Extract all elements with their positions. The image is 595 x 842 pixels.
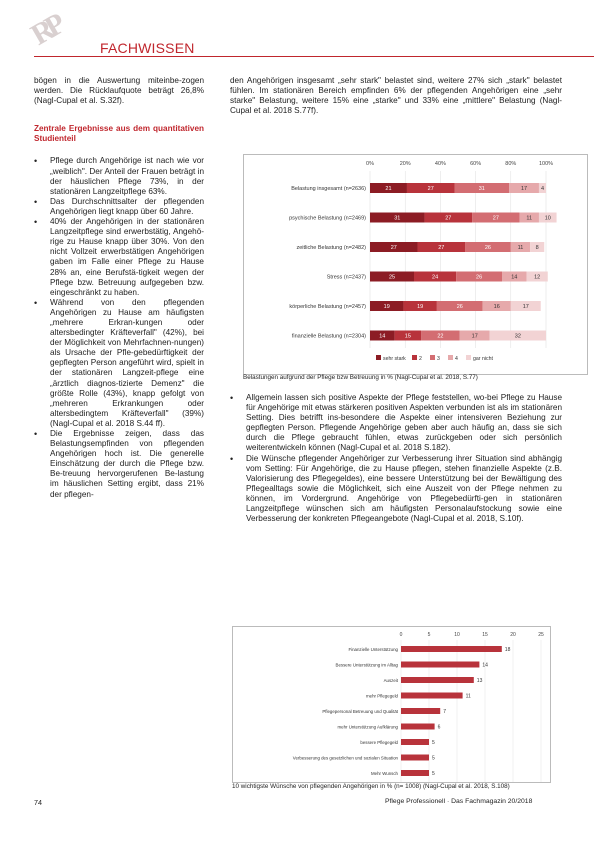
category-label: bessere Pflegegeld	[360, 740, 398, 745]
data-label: 11	[526, 215, 533, 222]
data-label: 5	[432, 755, 435, 762]
legend-swatch	[448, 355, 453, 360]
bar	[401, 646, 502, 652]
left-intro: bögen in die Auswertung miteinbe-zogen werden. Die Rücklaufquote beträgt 26,8% (Nagl-Cupal et al. S.32f).	[34, 76, 204, 106]
data-label: 17	[522, 304, 529, 310]
axis-tick-label: 25	[538, 632, 544, 638]
axis-tick-label: 10	[454, 632, 460, 638]
left-column	[34, 76, 204, 500]
list-item: • Das Durchschnittsalter der pflegenden Angehörigen liegt knapp über 60 Jahre.	[34, 197, 204, 217]
axis-tick-label: 40%	[434, 161, 446, 167]
data-label: 12	[534, 274, 541, 281]
data-label: 7	[443, 709, 446, 715]
data-label: 27	[390, 245, 397, 251]
bar	[401, 739, 429, 745]
data-label: 27	[445, 215, 452, 222]
axis-tick-label: 20%	[399, 161, 411, 167]
bar	[401, 662, 479, 668]
bar	[401, 770, 429, 776]
data-label: 31	[478, 186, 485, 192]
category-label: Mehr Wunsch	[370, 771, 398, 776]
data-label: 14	[482, 662, 488, 669]
data-label: 5	[432, 740, 435, 746]
data-label: 26	[476, 274, 483, 281]
list-item: • Die Wünsche pflegender Angehöriger zur Verbesserung ihrer Situation sind abhängig vom Setting: Für Angehörige, die zu Hause pflegen, stehen finanzielle Aspekte (z.B. Valorisierung des Pflegegeldes), eine bessere Unterstützung bei der Bewältigung des Pflegealltags sowie die Möglichkeit, sich eine Auszeit von der Pflege nehmen zu können, im Vordergrund. Angehörige von Pflegebedürfti-gen in stationären Langzeitpflege wünschen sich am häufigsten Personalaufstockung sowie eine Verbesserung der konkreten Pflegeangebote (Nagl-Cupal et al. 2018, S.10f).	[230, 454, 562, 525]
wishes-chart	[232, 626, 551, 783]
legend-label: gar nicht	[473, 356, 493, 362]
data-label: 27	[492, 215, 499, 222]
legend-swatch	[430, 355, 435, 360]
right-intro: den Angehörigen insgesamt „sehr stark" belastet sind, weitere 27% sich „stark" belastet fühlen. Im stationären Bereich empfinden 6% der pflegenden Angehörigen eine „sehr starke" Belastung, weitere 15% eine „starke" und 33% eine „mittlere" Belastung (Nagl-Cupal et al. 2018 S.77f).	[230, 76, 562, 116]
page-number: 74	[34, 798, 42, 807]
header-divider	[34, 56, 594, 57]
burden-chart-svg	[244, 155, 587, 374]
legend-label: sehr stark	[383, 356, 406, 362]
list-item: • Pflege durch Angehörige ist nach wie vor „weiblich". Der Anteil der Frauen beträgt in der häuslichen Pflege 73%, in der stationären Langzeitpflege 63%.	[34, 156, 204, 196]
data-label: 19	[417, 304, 424, 310]
data-label: 25	[388, 274, 396, 281]
category-label: Pflegepersonal Betreuung und Qualität	[322, 709, 398, 714]
right-column-bullets	[230, 393, 562, 524]
right-bullet-list	[230, 393, 562, 524]
data-label: 5	[432, 771, 435, 777]
axis-tick-label: 80%	[505, 161, 517, 167]
axis-tick-label: 60%	[470, 161, 482, 167]
category-label: Bessere Unterstützung im Alltag	[335, 662, 398, 668]
axis-tick-label: 100%	[538, 161, 554, 167]
bar	[401, 755, 429, 761]
legend-label: 4	[455, 356, 458, 362]
data-label: 31	[394, 215, 401, 222]
data-label: 17	[520, 186, 528, 192]
data-label: 26	[484, 245, 491, 251]
category-label: finanzielle Belastung (n=2304)	[291, 333, 366, 340]
left-bullet-list	[34, 156, 204, 499]
data-label: 4	[540, 186, 545, 192]
data-label: 11	[517, 245, 524, 251]
burden-chart	[243, 154, 588, 375]
wishes-chart-caption: 10 wichtigste Wünsche von pflegenden Angehörigen in % (n= 1008) (Nagl-Cupal et al. 2018, S.108)	[232, 783, 510, 790]
data-label: 11	[465, 693, 471, 700]
category-label: Auszeit	[383, 678, 398, 683]
list-item: • Allgemein lassen sich positive Aspekte der Pflege feststellen, wo-bei Pflege zu Hause für Angehörige mit etwas stärkeren positiven Aspekten verbunden ist als im stationären Setting. Dies betrifft ins-besondere die Aspekte einer intensiveren Beziehung zur gepflegten Person. Pflegende Angehörige geben aber auch häufig an, dass sie sich durch die Pflege gebraucht fühlen, etwas zurückgeben oder sich persönlich weiterentwickeln können (Nagl-Cupal et al. 2018 S.182).	[230, 393, 562, 454]
data-label: 14	[379, 333, 386, 340]
data-label: 27	[438, 245, 445, 251]
data-label: 6	[437, 724, 441, 731]
data-label: 10	[544, 215, 551, 222]
category-label: Belastung insgesamt (n=2636)	[291, 186, 366, 192]
subheading: Zentrale Ergebnisse aus dem quantitativen Studienteil	[34, 124, 204, 144]
data-label: 14	[511, 274, 518, 281]
logo-text: RP	[25, 9, 67, 52]
bar	[401, 724, 435, 730]
category-label: körperliche Belastung (n=2457)	[289, 304, 366, 310]
list-item: • Die Ergebnisse zeigen, dass das Belastungsempfinden von pflegenden Angehörigen hoch ist. Die generelle Einschätzung der durch die Pflege bzw. Be-treuung hervorgerufenen Be-lastung im häuslichen Setting ergibt, dass 21% der pflegen-	[34, 429, 204, 500]
data-label: 27	[427, 186, 434, 192]
category-label: Verbesserung des gesetzlichen und sozialen Situation	[292, 755, 398, 761]
category-label: mehr Unterstützung Aufklärung	[337, 724, 398, 730]
axis-tick-label: 15	[482, 632, 488, 638]
axis-tick-label: 5	[427, 632, 431, 638]
category-label: zeitliche Belastung (n=2482)	[296, 245, 366, 251]
data-label: 32	[514, 333, 521, 340]
category-label: Finanzielle Unterstützung	[348, 647, 398, 652]
burden-chart-caption: Belastungen aufgrund der Pflege bzw Betreuung in % (Nagl-Cupal et al. 2018, S.77)	[243, 374, 478, 381]
section-title: FACHWISSEN	[100, 40, 195, 56]
list-item: • Während von den pflegenden Angehörigen zu Hause am häufigsten „mehrere Erkran-kungen oder altersbedingter Kräfteverfall" (42%), bei der Möglichkeit von Mehrfachnen-nungen) als Ursache der Pfle-gebedürftigkeit der gepflegten Person angeführt wird, spielt in der stationären Langzeit-pflege eine „ärztlich diagnos-tizierte Demenz" die größte Rolle (43%), knapp gefolgt von „mehreren Erkrankungen oder altersbedingtem Kräfteverfall" (39%) (Nagl-Cupal et al. 2018 S.44 ff).	[34, 298, 204, 429]
bar	[401, 693, 463, 699]
magazine-footer: Pflege Professionell · Das Fachmagazin 20/2018	[385, 798, 533, 805]
legend-label: 3	[437, 356, 440, 362]
list-item: • 40% der Angehörigen in der stationären Langzeitpflege sind erwerbstätig, Angehö-rige zu Hause knapp über 30%. Von den nicht Vollzeit erwerbstätigen Angehörigen gaben im Falle einer Pflege zu Hause 28% an, eine Berufstä-tigkeit wegen der Pflege bzw. Betreuung aufgegeben bzw. eingeschränkt zu haben.	[34, 217, 204, 298]
legend-swatch	[412, 355, 417, 360]
data-label: 26	[456, 304, 463, 310]
category-label: psychische Belastung (n=2469)	[289, 215, 366, 222]
legend-swatch	[376, 355, 381, 360]
data-label: 16	[493, 304, 500, 310]
data-label: 8	[535, 245, 539, 251]
axis-tick-label: 0%	[366, 161, 374, 167]
data-label: 24	[432, 274, 439, 281]
bar	[401, 677, 474, 683]
data-label: 17	[471, 333, 478, 340]
logo	[25, 9, 76, 52]
data-label: 15	[404, 333, 411, 340]
wishes-chart-svg	[233, 627, 550, 782]
data-label: 21	[385, 186, 392, 192]
data-label: 13	[476, 678, 483, 684]
legend-swatch	[466, 355, 471, 360]
data-label: 18	[504, 647, 511, 653]
axis-tick-label: 0	[399, 632, 403, 638]
legend-label: 2	[419, 356, 422, 362]
data-label: 22	[437, 333, 444, 340]
category-label: Stress (n=2437)	[326, 274, 366, 281]
data-label: 19	[383, 304, 390, 310]
category-label: mehr Pflegegeld	[366, 693, 398, 699]
bar	[401, 708, 440, 714]
right-column-intro	[230, 76, 562, 116]
axis-tick-label: 20	[510, 632, 516, 638]
